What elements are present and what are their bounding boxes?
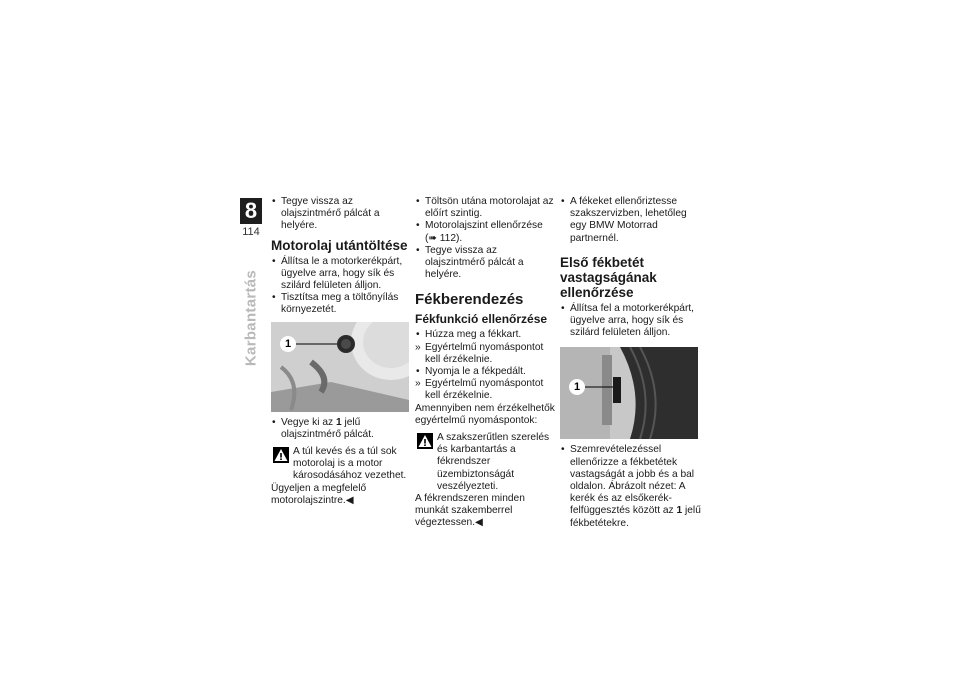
column-3: [560, 196, 702, 530]
list-item: • Állítsa le a motorkerékpárt, ügyelve arra, hogy sík és szilárd felületen álljon.: [271, 256, 413, 293]
page-number: 114: [242, 226, 260, 238]
reference-number: 1: [676, 505, 683, 517]
column-2: [415, 196, 557, 530]
list-item: • Tegye vissza az olajszintmérő pálcát a helyére.: [415, 245, 557, 282]
list-item: • Nyomja le a fékpedált.: [415, 366, 557, 378]
oil-dipstick-figure: [271, 322, 409, 412]
brake-pad-figure: [560, 347, 698, 439]
figure-callout-1: 1: [569, 379, 585, 395]
list-item: • Húzza meg a fékkart.: [415, 329, 557, 341]
engine-photo: [271, 322, 409, 412]
result-item: » Egyértelmű nyomáspontot kell érzékelnie.: [415, 342, 557, 366]
warning-block: [415, 432, 557, 493]
chapter-title-vertical: [238, 269, 264, 367]
list-item: • Töltsön utána motorolajat az előírt szintig.: [415, 196, 557, 220]
section-heading-oil-refill: Motorolaj utántöltése: [271, 237, 408, 253]
warning-text-2: Ügyeljen a megfelelő motorolajszintre.◀: [271, 482, 367, 506]
chapter-title: Karbantartás: [242, 269, 260, 367]
list-item: • A fékeket ellenőriztesse szakszervizben, lehetőleg egy BMW Motorrad partnernél.: [560, 196, 702, 245]
chapter-tab: [240, 198, 262, 238]
column-1: [271, 196, 413, 507]
warning-text: A szakszerűtlen szerelés és karbantartás a fékrendszer üzembiztonságát veszélyezteti.: [437, 432, 550, 492]
list-item: • Motorolajszint ellenőrzése (➠ 112).: [415, 220, 557, 244]
reference-number: 1: [335, 416, 342, 428]
section-title-brakes: Fékberendezés: [415, 291, 524, 309]
warning-text: A túl kevés és a túl sok motorolaj is a motor károsodásához vezethet.: [293, 446, 407, 482]
section-heading-brake-pad: Első fékbetét vastagságának ellenőrzése: [560, 254, 657, 300]
list-item: • Szemrevételezéssel ellenőrizze a fékbetétek vastagságát a jobb és a bal oldalon. Ábrázolt nézet: A kerék és az elsőkerék-felfüggesztés között az 1 jelű fékbetétekre.: [560, 444, 702, 529]
warning-text-2: A fékrendszeren minden munkát szakemberrel végeztessen.◀: [415, 493, 525, 529]
paragraph: Amennyiben nem érzékelhetők egyértelmű nyomáspontok:: [415, 402, 555, 426]
warning-block: [271, 446, 413, 483]
list-item: • Tisztítsa meg a töltőnyílás környezetét.: [271, 292, 413, 316]
chapter-number: 8: [240, 198, 262, 224]
warning-icon: [273, 447, 289, 463]
warning-icon: [417, 433, 433, 449]
list-item: • Vegye ki az 1 jelű olajszintmérő pálcát.: [271, 417, 413, 441]
figure-callout-1: 1: [280, 336, 296, 352]
list-item: • Tegye vissza az olajszintmérő pálcát a helyére.: [271, 196, 413, 233]
result-item: » Egyértelmű nyomáspontot kell érzékelnie.: [415, 378, 557, 402]
sub-heading-brake-function: Fékfunkció ellenőrzése: [415, 312, 548, 327]
list-item: • Állítsa fel a motorkerékpárt, ügyelve arra, hogy sík és szilárd felületen álljon.: [560, 303, 702, 340]
